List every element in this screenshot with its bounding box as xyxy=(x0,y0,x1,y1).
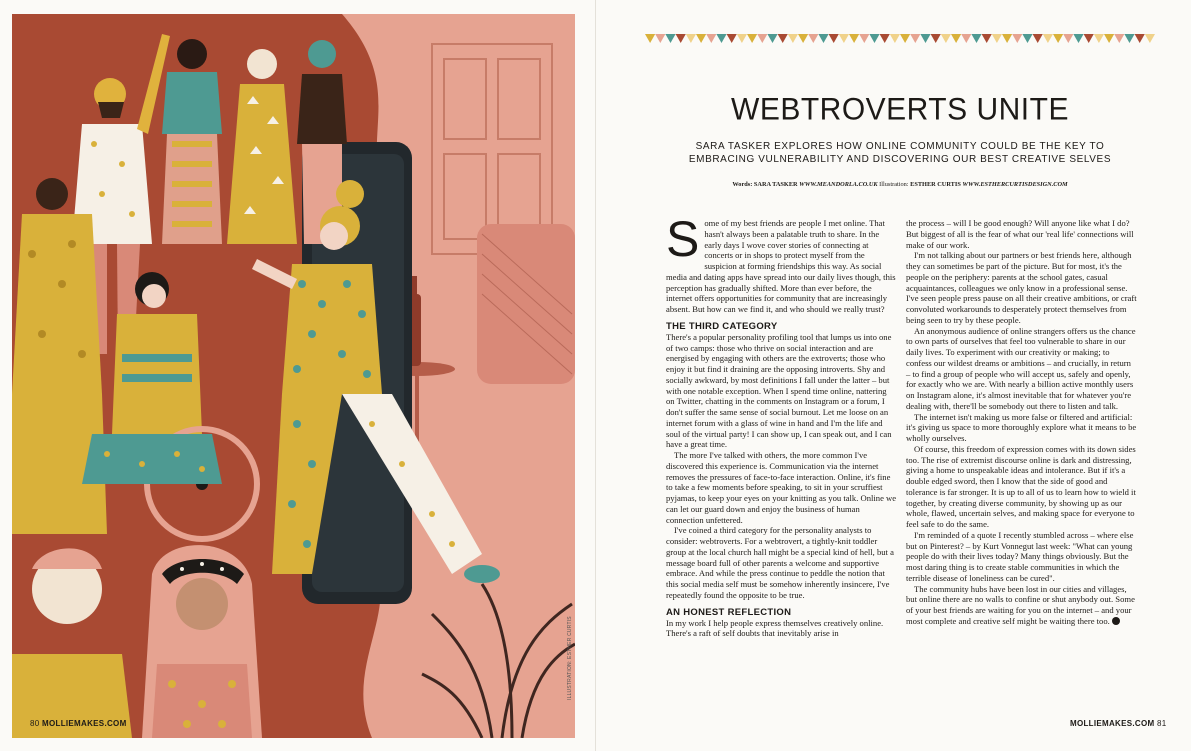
paragraph: Of course, this freedom of expression comes with its down sides too. The rise of extremist discourse online is dark and distressing, giving a home to unspeakable ideas and intolerance. But if it's a double edged sword, then I know that the side of good and tolerance is far stronger. It is up to all of us to learn how to wield it together, by creating diverse community, by showing up as our whole, flawed, uncertain selves, and making space for everyone to feel safe to do the same. xyxy=(906,443,1136,529)
bunting-flag xyxy=(665,34,675,43)
paragraph: I've coined a third category for the personality analysts to consider: webtroverts. For a webtrovert, a tightly-knit toddler group at the local church hall might be a special kind of hell, but a message board full of other parents a welcome and supportive embrace. And while the press continue to peddle the notion that this social media self must be somehow inherently insincere, I've repeatedly found the opposite to be true. xyxy=(666,525,894,600)
bunting-flag xyxy=(645,34,655,43)
bunting-flag xyxy=(829,34,839,43)
bunting-flag xyxy=(849,34,859,43)
bunting-flag xyxy=(1104,34,1114,43)
bunting-flag xyxy=(747,34,757,43)
article-title: WEBTROVERTS UNITE xyxy=(731,92,1069,127)
person-headscarf xyxy=(142,545,262,738)
bunting-flag xyxy=(1124,34,1134,43)
bunting-flag xyxy=(808,34,818,43)
byline-words-label: Words: xyxy=(732,181,753,188)
drop-cap: S xyxy=(666,211,700,267)
paragraph: An anonymous audience of online strangers offers us the chance to own parts of ourselves that feel too vulnerable to share in our daily lives. To experiment with our creativity or making; to confess our wildest dreams or ambitions – and crucially, in return – to find a group of people who will accept us, safely and openly, for exactly who we are. With nearly a billion active monthly users on Instagram alone, it's almost inevitable that for whatever you're dealing with, there'll be somebody out there to listen and talk. xyxy=(906,325,1136,411)
bunting-flag xyxy=(982,34,992,43)
bunting-flag xyxy=(890,34,900,43)
article-byline xyxy=(650,181,1150,188)
paragraph: The more I've talked with others, the more common I've discovered this experience is. Communication via the internet removes the pressures of face-to-face interaction. Online, it's fine to take a few moments before speaking, to sit in your scruffiest pyjamas, to keep your eyes on your knitting as you talk. Online we can let our guard down and enjoy the business of human connection unfettered. xyxy=(666,450,897,525)
bunting-decoration xyxy=(645,34,1157,44)
subheading-honest-reflection: AN HONEST REFLECTION xyxy=(666,606,792,618)
bunting-flag xyxy=(737,34,747,43)
bunting-flag xyxy=(920,34,930,43)
bunting-flag xyxy=(1012,34,1022,43)
bunting-flag xyxy=(716,34,726,43)
bunting-flag xyxy=(676,34,686,43)
folio-right xyxy=(1070,719,1167,728)
final-paragraph-text: The community hubs have been lost in our cities and villages, but online there are no walls to confine or shut anybody out. Some of your best friends are waiting for you on the internet – and your most complete and creative self might be waiting there too. xyxy=(906,583,1135,626)
bunting-flag xyxy=(839,34,849,43)
bunting-flag xyxy=(859,34,869,43)
bunting-flag xyxy=(1135,34,1145,43)
page-number-left: 80 xyxy=(30,719,40,728)
bunting-flag xyxy=(951,34,961,43)
paragraph: I'm reminded of a quote I recently stumbled across – where else but on Pinterest? – by Kurt Vonnegut last week: "What can young people do with their lives today? Many things obviously. But the most daring thing is to create stable communities in which the terrible disease of loneliness can be cured". xyxy=(906,529,1134,583)
site-name-right: MOLLIEMAKES.COM xyxy=(1070,719,1155,728)
article-column-1 xyxy=(666,211,897,639)
bunting-flag xyxy=(1145,34,1155,43)
bunting-flag xyxy=(971,34,981,43)
illustration-credit: ILLUSTRATION: ESTHER CURTIS xyxy=(567,616,573,700)
paragraph: The internet isn't making us more false or filtered and artificial: it's giving us space to more thoroughly explore what it means to be wholly ourselves. xyxy=(906,411,1137,443)
bunting-flag xyxy=(1063,34,1073,43)
byline-author-site: WWW.MEANDORLA.CO.UK xyxy=(799,181,878,188)
party-illustration xyxy=(12,14,575,738)
bunting-flag xyxy=(818,34,828,43)
bunting-flag xyxy=(798,34,808,43)
bunting-flag xyxy=(1033,34,1043,43)
bunting-flag xyxy=(696,34,706,43)
bunting-flag xyxy=(931,34,941,43)
page-gutter xyxy=(595,0,596,751)
article-column-2 xyxy=(906,218,1137,627)
bunting-flag xyxy=(655,34,665,43)
bunting-flag xyxy=(686,34,696,43)
paragraph: the process – will I be good enough? Will anyone like what I do? But biggest of all is the fear of what our 'real life' connections will make of our work. xyxy=(906,218,1134,250)
bunting-flag xyxy=(706,34,716,43)
bunting-flag xyxy=(1073,34,1083,43)
intro-text: ome of my best friends are people I met online. That hasn't always been a palatable truth to share. In the early days I wove cover stories of connecting at concerts or in shops to protect myself from the suspicion at forming friendships this way. As social media and dating apps have spread into our daily lives though, this perception has gradually shifted. More than ever before, the internet offers opportunities for community that are increasingly absent. But how can we find it, and who should we really trust? xyxy=(666,218,896,314)
bunting-flag xyxy=(1022,34,1032,43)
illustration-party-scene xyxy=(12,14,575,738)
page-number-right: 81 xyxy=(1157,719,1167,728)
bunting-flag xyxy=(900,34,910,43)
bunting-flag xyxy=(961,34,971,43)
bunting-flag xyxy=(1043,34,1053,43)
paragraph: I'm not talking about our partners or best friends here, although they can sometimes be part of the picture. But for most, it's the people on the periphery: parents at the school gates, casual acquaintances, colleagues we only know in a professional sense. I've seen people press pause on all their creative ambitions, or craft convoluted workarounds to desperately protect themselves from being seen to try by these people. xyxy=(906,250,1137,325)
end-mark-icon xyxy=(1112,617,1120,625)
site-name-left: MOLLIEMAKES.COM xyxy=(42,719,127,728)
byline-artist-site: WWW.ESTHERCURTISDESIGN.COM xyxy=(962,181,1068,188)
article-standfirst: SARA TASKER EXPLORES HOW ONLINE COMMUNITY COULD BE THE KEY TO EMBRACING VULNERABILITY AND DISCOVERING OUR BEST CREATIVE SELVES xyxy=(688,141,1112,165)
bunting-flag xyxy=(1053,34,1063,43)
bunting-flag xyxy=(992,34,1002,43)
intro-paragraph xyxy=(666,211,897,315)
byline-illus-label: Illustration: xyxy=(879,181,909,188)
byline-author: SARA TASKER xyxy=(753,181,798,188)
bunting-flag xyxy=(941,34,951,43)
bunting-flag xyxy=(788,34,798,43)
subheading-third-category: THE THIRD CATEGORY xyxy=(666,320,778,332)
bunting-flag xyxy=(880,34,890,43)
bunting-flag xyxy=(1084,34,1094,43)
folio-left xyxy=(30,719,127,728)
bunting-flag xyxy=(757,34,767,43)
bunting-flag xyxy=(1002,34,1012,43)
bunting-flag xyxy=(1114,34,1124,43)
bunting-flag xyxy=(910,34,920,43)
bunting-flag xyxy=(767,34,777,43)
byline-artist: ESTHER CURTIS xyxy=(910,181,961,188)
bunting-flag xyxy=(869,34,879,43)
bunting-flag xyxy=(1094,34,1104,43)
bunting-flag xyxy=(727,34,737,43)
bunting-flag xyxy=(778,34,788,43)
final-paragraph xyxy=(906,584,1137,627)
paragraph: In my work I help people express themselves creatively online. There's a raft of self doubts that inevitably arise in xyxy=(666,617,884,639)
paragraph: There's a popular personality profiling tool that lumps us into one of two camps: those who thrive on social interaction and are energised by engaging with others are the extroverts; those who enjoy it but find it draining are the opposing introverts. Shy and socially awkward, by most definitions I fall under the latter – but with one notable exception. When I spend time online, nattering on Twitter, chatting in the comments on Instagram or a forum, I don't suffer the same sense of social burnout. Let me loose on an internet forum with a glass of wine in hand and I'm the life and soul of the virtual party! I can show up, I can speak out, and I can have a great time. xyxy=(666,331,892,450)
